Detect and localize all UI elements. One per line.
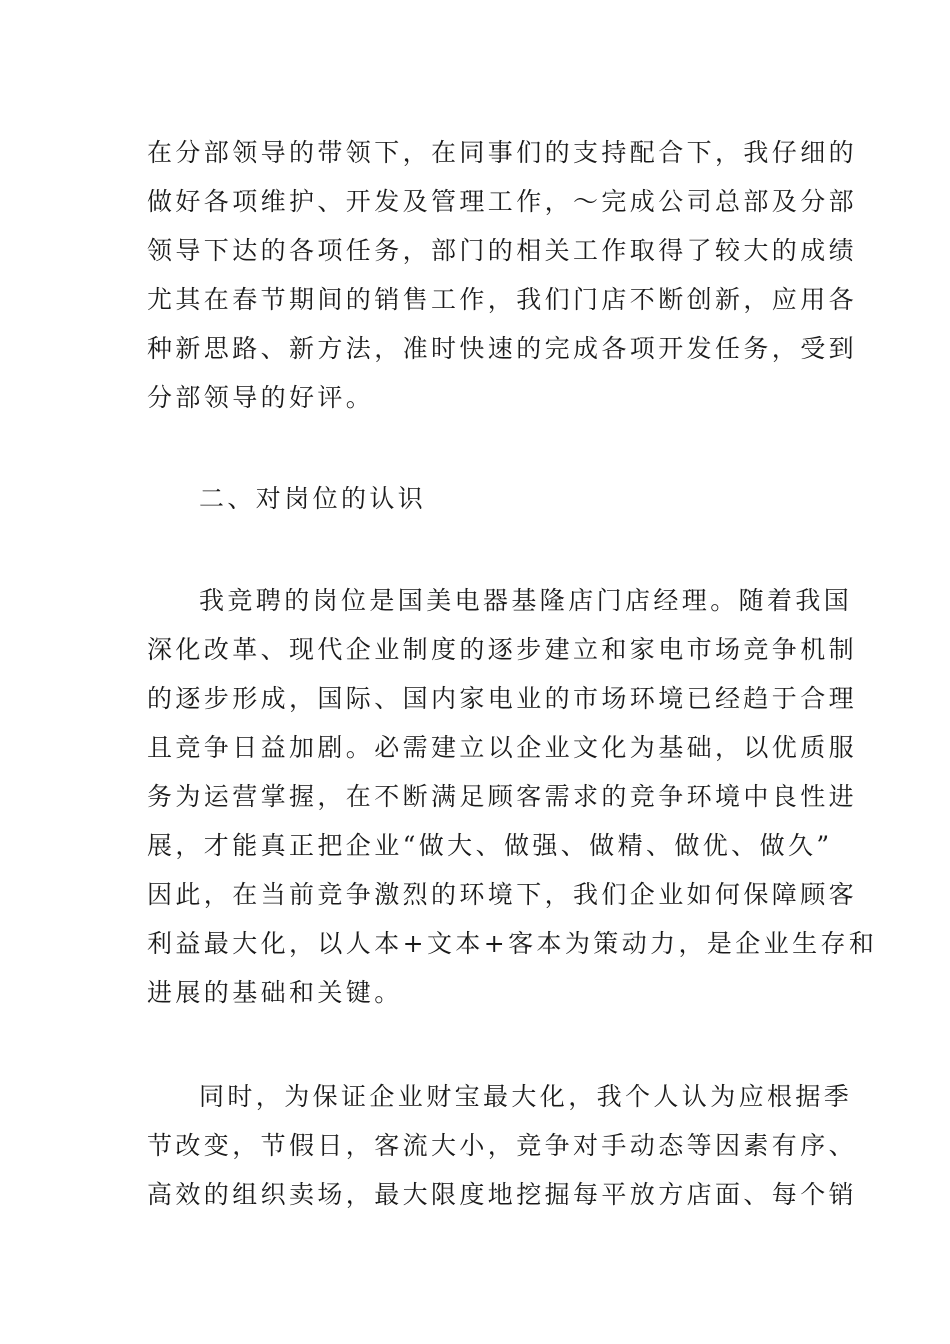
text-line: 高效的组织卖场，最大限度地挖掘每平放方店面、每个销 xyxy=(147,1180,858,1209)
paragraph-profit-maximization xyxy=(147,1072,858,1219)
paragraph-position-understanding xyxy=(147,576,878,1017)
text-line: 因此，在当前竞争激烈的环境下，我们企业如何保障顾客 xyxy=(147,880,858,909)
text-line: 的逐步形成，国际、国内家电业的市场环境已经趋于合理 xyxy=(147,684,858,713)
text-line: 且竞争日益加剧。必需建立以企业文化为基础，以优质服 xyxy=(147,733,858,762)
section-heading xyxy=(147,474,807,523)
paragraph-work-summary xyxy=(147,128,858,422)
text-line: 深化改革、现代企业制度的逐步建立和家电市场竞争机制 xyxy=(147,635,858,664)
text-line: 我竞聘的岗位是国美电器基隆店门店经理。随着我国 xyxy=(199,586,853,615)
text-line: 展，才能真正把企业“做大、做强、做精、做优、做久” xyxy=(147,831,833,860)
text-line: 尤其在春节期间的销售工作，我们门店不断创新，应用各 xyxy=(147,285,858,314)
text-line: 同时，为保证企业财宝最大化，我个人认为应根据季 xyxy=(199,1082,853,1111)
text-line: 务为运营掌握，在不断满足顾客需求的竞争环境中良性进 xyxy=(147,782,858,811)
text-line: 领导下达的各项任务，部门的相关工作取得了较大的成绩 xyxy=(147,236,858,265)
text-line: 节改变，节假日，客流大小，竞争对手动态等因素有序、 xyxy=(147,1131,858,1160)
text-line: 做好各项维护、开发及管理工作，～完成公司总部及分部 xyxy=(147,187,858,216)
text-line: 分部领导的好评。 xyxy=(147,383,375,412)
text-line: 在分部领导的带领下，在同事们的支持配合下，我仔细的 xyxy=(147,138,858,167)
text-line: 利益最大化，以人本+文本+客本为策动力，是企业生存和 xyxy=(147,929,878,958)
text-line: 种新思路、新方法，准时快速的完成各项开发任务，受到 xyxy=(147,334,858,363)
text-line: 进展的基础和关键。 xyxy=(147,978,403,1007)
heading-text: 二、对岗位的认识 xyxy=(199,484,427,513)
